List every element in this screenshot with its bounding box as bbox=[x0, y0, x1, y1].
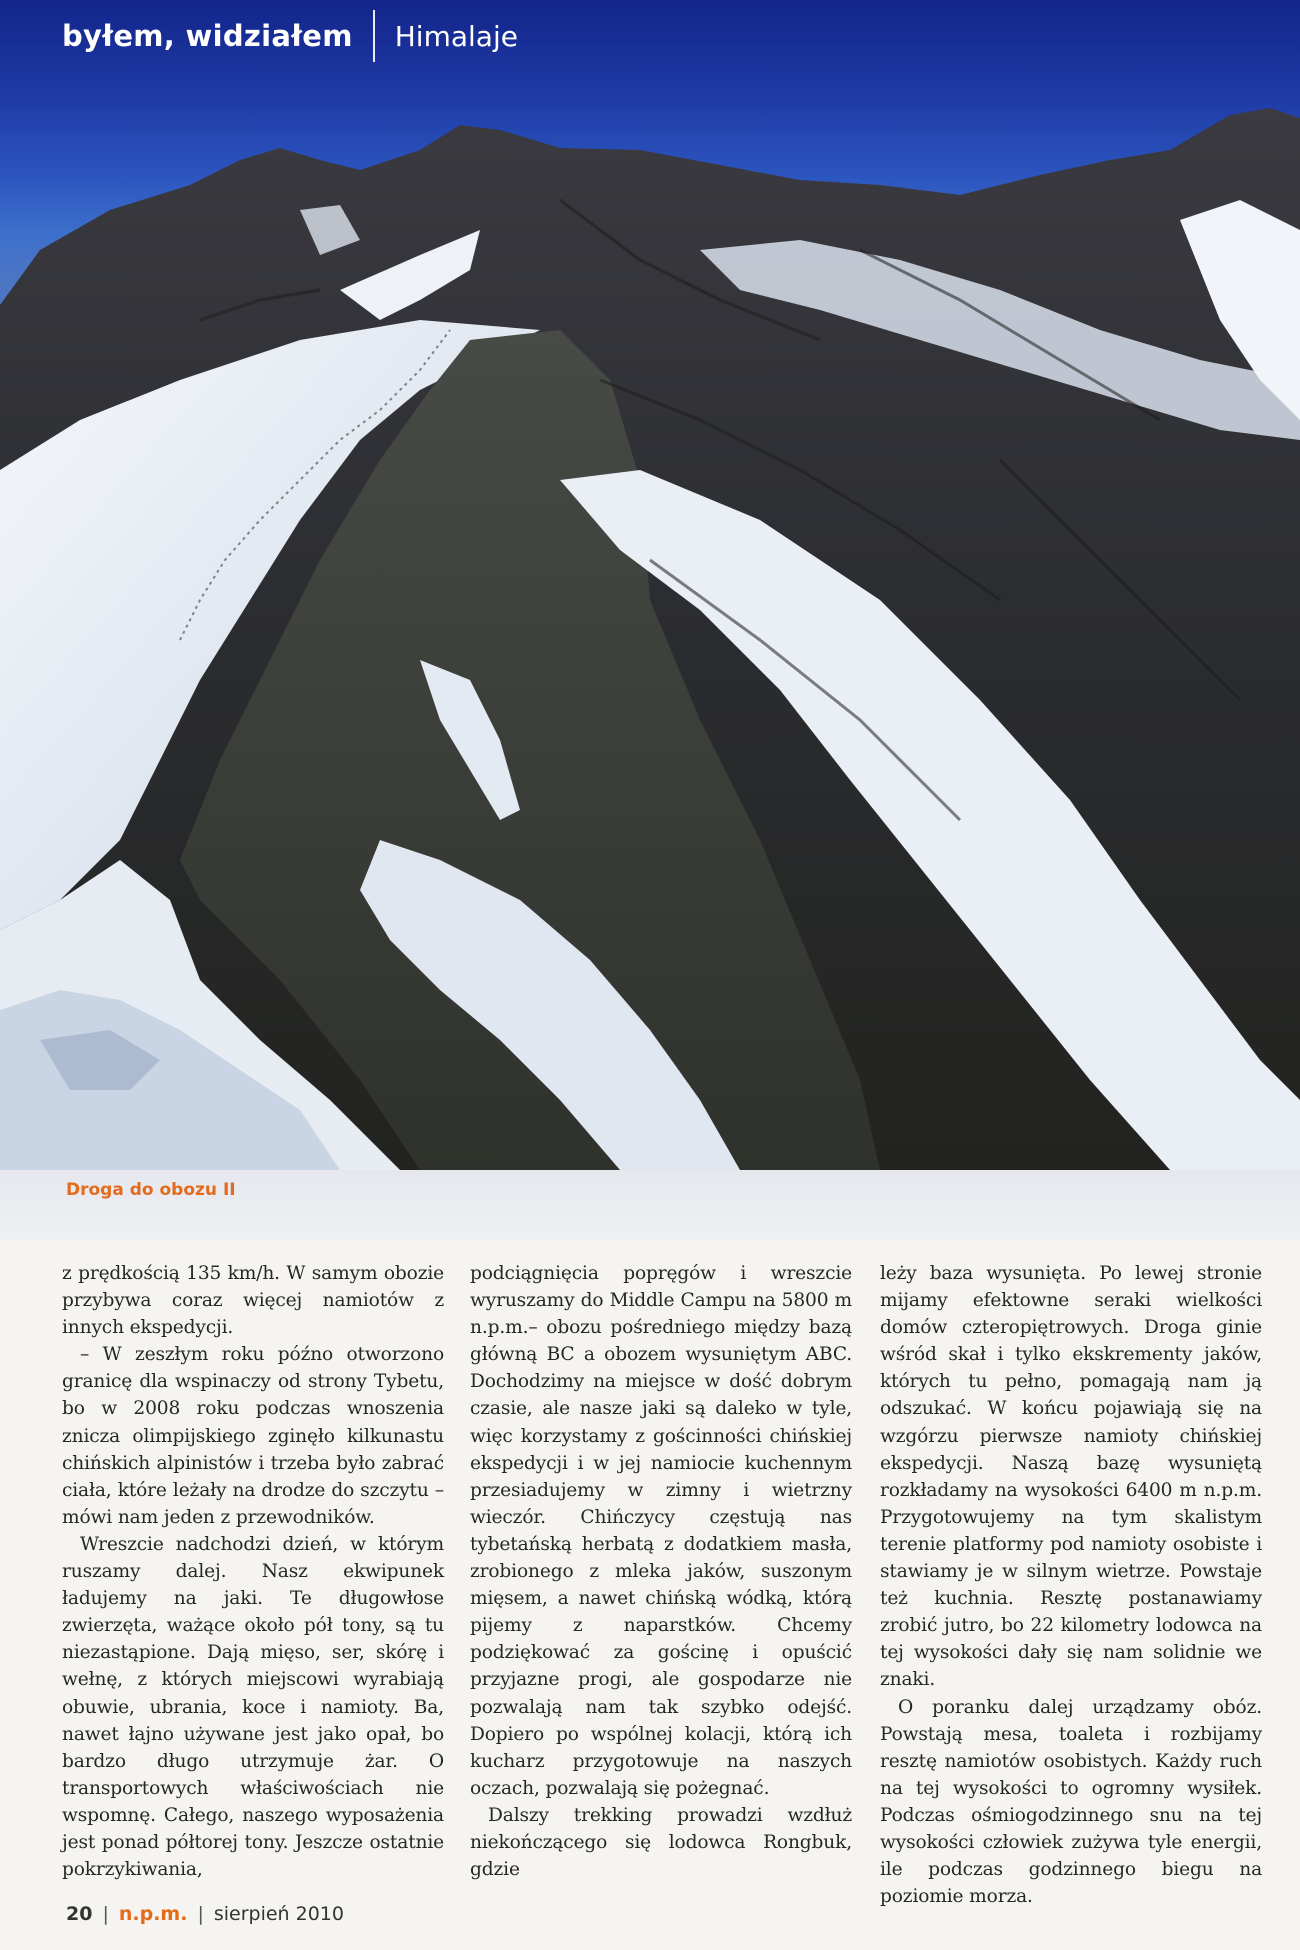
photo-caption: Droga do obozu II bbox=[66, 1180, 236, 1200]
column-2 bbox=[470, 1260, 852, 1883]
column-3 bbox=[880, 1260, 1262, 1910]
paragraph: podciągnięcia popręgów i wreszcie wyruszamy do Middle Campu na 5800 m n.p.m.– obozu pośredniego między bazą główną BC a obozem wysuniętym ABC. Dochodzimy na miejsce w dość dobrym czasie, ale nasze jaki są daleko w tyle, więc korzystamy z gościnności chińskiej ekspedycji i w jej namiocie kuchennym przesiadujemy w zimny i wietrzny wieczór. Chińczycy częstują nas tybetańską herbatą z dodatkiem masła, zrobionego z mleka jaków, suszonym mięsem, a nawet chińską wódką, którą pijemy z naparstków. Chcemy podziękować za gościnę i opuścić przyjazne progi, ale gospodarze nie pozwalają nam tak szybko odejść. Dopiero po wspólnej kolacji, którą ich kucharz przygotowuje na naszych oczach, pozwalają się pożegnać. bbox=[470, 1263, 852, 1799]
paragraph: z prędkością 135 km/h. W samym obozie przybywa coraz więcej namiotów z innych ekspedycji. bbox=[62, 1263, 444, 1339]
footer-separator: | bbox=[102, 1903, 109, 1925]
section-title: byłem, widziałem bbox=[62, 19, 353, 53]
running-header bbox=[62, 12, 518, 60]
footer-separator: | bbox=[197, 1903, 204, 1925]
paragraph: Wreszcie nadchodzi dzień, w którym ruszamy dalej. Nasz ekwipunek ładujemy na jaki. Te długowłose zwierzęta, ważące około pół tony, są tu niezastąpione. Dają mięso, ser, skórę i wełnę, z których miejscowi wyrabiają obuwie, ubrania, koce i namioty. Ba, nawet łajno używane jest jako opał, bo bardzo długo utrzymuje żar. O transportowych właściwościach nie wspomnę. Całego, naszego wyposażenia jest ponad półtorej tony. Jeszcze ostatnie pokrzykiwania, bbox=[62, 1533, 444, 1881]
article-body bbox=[62, 1260, 1262, 1908]
paragraph: leży baza wysunięta. Po lewej stronie mijamy efektowne seraki wielkości domów czteropiętrowych. Droga ginie wśród skał i tylko ekskrementy jaków, których tu pełno, pomagają nam ją odszukać. W końcu pojawiają się na wzgórzu pierwsze namioty chińskiej ekspedycji. Naszą bazę wysuniętą rozkładamy na wysokości 6400 m n.p.m. Przygotowujemy na tym skalistym terenie platformy pod namioty osobiste i stawiamy je w silnym wietrze. Powstaje też kuchnia. Resztę postanawiamy zrobić jutro, bo 22 kilometry lodowca na tej wysokości dały się nam solidnie we znaki. bbox=[880, 1263, 1262, 1691]
topic-title: Himalaje bbox=[394, 19, 518, 53]
column-1 bbox=[62, 1260, 444, 1883]
magazine-name: n.p.m. bbox=[118, 1903, 188, 1925]
paragraph: O poranku dalej urządzamy obóz. Powstają mesa, toaleta i rozbijamy resztę namiotów osobistych. Każdy ruch na tej wysokości to ogromny wysiłek. Podczas ośmiogodzinnego snu na tej wysokości człowiek zużywa tyle energii, ile podczas godzinnego biegu na poziomie morza. bbox=[880, 1696, 1262, 1908]
page-footer bbox=[66, 1903, 344, 1925]
page-number: 20 bbox=[66, 1903, 93, 1925]
header-divider bbox=[373, 10, 375, 62]
issue-date: sierpień 2010 bbox=[213, 1903, 344, 1925]
paragraph: Dalszy trekking prowadzi wzdłuż niekończącego się lodowca Rongbuk, gdzie bbox=[470, 1804, 852, 1881]
paragraph: – W zeszłym roku późno otworzono granicę dla wspinaczy od strony Tybetu, bo w 2008 roku podczas wnoszenia znicza olimpijskiego zginęło kilkunastu chińskich alpinistów i trzeba było zabrać ciała, które leżały na drodze do szczytu – mówi nam jeden z przewodników. bbox=[62, 1344, 444, 1528]
